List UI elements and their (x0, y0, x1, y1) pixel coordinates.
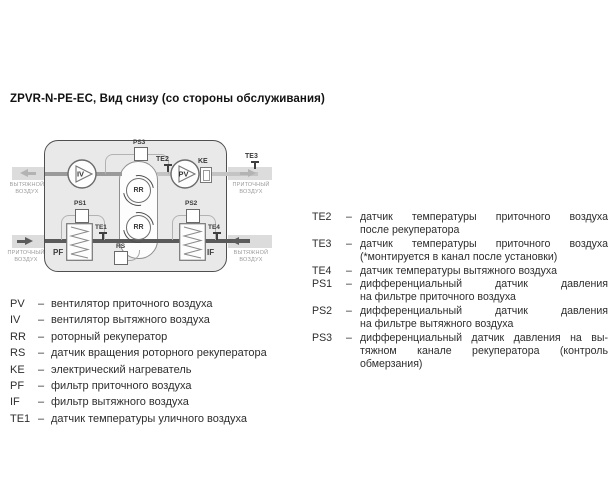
ps1-label: PS1 (74, 200, 87, 207)
legend-entry-ps3 (312, 332, 608, 372)
supply-outlet-duct-label: ПРИТОЧНЫЙ ВОЗДУХ (232, 182, 270, 195)
legend-abbr: PF (10, 380, 25, 393)
legend-abbr: TE4 (312, 264, 332, 277)
dash: – (38, 412, 45, 425)
legend-entry-te2 (312, 211, 608, 238)
if-label: IF (207, 248, 215, 257)
legend-abbr: PV (10, 298, 25, 310)
legend-entry-rs (10, 345, 310, 361)
legend-abbr: RS (10, 347, 26, 360)
pf-label: PF (53, 248, 64, 257)
dash: – (346, 331, 352, 344)
exhaust-out-arrow-icon (20, 169, 36, 178)
legend-text: фильтр приточного воздуха (51, 380, 192, 393)
dash: – (38, 347, 45, 360)
iv-label: IV (76, 169, 85, 179)
ke-heater-icon (200, 167, 212, 183)
dash: – (346, 264, 352, 277)
legend-entry-ps2 (312, 305, 608, 332)
ps2-label: PS2 (185, 200, 198, 207)
exhaust-inlet-duct-label: ВЫТЯЖНОЙ ВОЗДУХ (233, 250, 269, 263)
te1-label: TE1 (95, 224, 107, 231)
dash: – (38, 314, 45, 327)
ps2-pressure-sensor-icon (186, 209, 200, 223)
dash: – (346, 304, 352, 317)
dash: – (38, 380, 45, 393)
legend-text: датчик температуры приточного воздуха (*монтируется в канал после установки) (360, 237, 608, 264)
rs-label: RS (116, 243, 126, 250)
dash: – (38, 396, 45, 409)
iv-fan-icon (67, 159, 97, 189)
legend-abbr: PS2 (312, 304, 333, 317)
dash: – (346, 278, 352, 291)
if-filter-icon (179, 223, 206, 261)
legend-text: электрический нагреватель (51, 363, 192, 376)
legend-abbr: RR (10, 330, 26, 343)
legend-text: дифференциальный датчик давления на фильтре вытяжного воздуха (360, 304, 608, 331)
legend-text: датчик температуры приточного воздуха после рекуператора (360, 211, 608, 237)
legend-text: вентилятор приточного воздуха (51, 298, 213, 310)
legend-entry-rr (10, 329, 310, 345)
ke-label: KE (198, 158, 208, 165)
te1-temperature-sensor-icon (99, 232, 107, 240)
legend-text: дифференциальный датчик давления на вы- тяжном канале рекуператора (контроль обмерзания) (360, 331, 608, 371)
te2-temperature-sensor-icon (164, 164, 172, 172)
pv-label: PV (178, 169, 189, 179)
legend-text: фильтр вытяжного воздуха (51, 396, 189, 409)
legend-abbr: TE1 (10, 412, 31, 425)
legend-text: датчик вращения роторного рекуператора (51, 347, 267, 360)
supply-inlet-duct-label: ПРИТОЧНЫЙ ВОЗДУХ (7, 250, 45, 263)
dash: – (38, 298, 45, 310)
legend-text: вентилятор вытяжного воздуха (51, 314, 210, 327)
te4-label: TE4 (208, 224, 220, 231)
legend-entry-ps1 (312, 278, 608, 305)
dash: – (38, 363, 45, 376)
dash: – (38, 330, 45, 343)
legend-entry-ke (10, 362, 310, 378)
legend-abbr: IV (10, 314, 21, 327)
pf-filter-icon (66, 223, 93, 261)
exhaust-outlet-duct-label: ВЫТЯЖНОЙ ВОЗДУХ (9, 182, 45, 195)
legend-right (312, 211, 608, 372)
rotor-rr-top: RR (126, 178, 151, 203)
legend-abbr: KE (10, 363, 25, 376)
legend-abbr: IF (10, 396, 20, 409)
ps3-pressure-sensor-icon (134, 147, 148, 161)
legend-abbr: PS1 (312, 278, 333, 291)
legend-abbr: TE3 (312, 237, 332, 250)
te4-temperature-sensor-icon (213, 232, 221, 240)
ps1-pressure-sensor-icon (75, 209, 89, 223)
legend-text: дифференциальный датчик давления на фильтре приточного воздуха (360, 278, 608, 304)
te3-label: TE3 (245, 153, 258, 160)
legend-entry-te3 (312, 238, 608, 265)
supply-out-arrow-icon (240, 169, 256, 178)
legend-entry-pv (10, 296, 310, 312)
legend-entry-te4 (312, 265, 608, 278)
legend-left (10, 296, 310, 427)
legend-text: роторный рекуператор (51, 330, 168, 343)
page-title: ZPVR-N-PE-EC, Вид снизу (со стороны обслуживания) (10, 93, 325, 105)
exhaust-in-arrow-icon (231, 237, 247, 246)
te2-label: TE2 (156, 156, 169, 163)
pv-fan-icon (170, 159, 200, 189)
dash: – (346, 211, 352, 223)
legend-entry-if (10, 394, 310, 410)
te3-temperature-sensor-icon (251, 161, 259, 169)
legend-entry-iv (10, 312, 310, 328)
legend-text: датчик температуры вытяжного воздуха (360, 264, 557, 277)
legend-abbr: TE2 (312, 211, 332, 223)
rs-rotation-sensor-icon (114, 251, 128, 265)
dash: – (346, 237, 352, 250)
supply-in-arrow-icon (17, 237, 33, 246)
legend-entry-te1 (10, 411, 310, 427)
legend-text: датчик температуры уличного воздуха (51, 412, 247, 425)
ps3-label: PS3 (133, 139, 146, 146)
legend-abbr: PS3 (312, 331, 333, 344)
rotor-rr-bottom: RR (126, 215, 151, 240)
legend-entry-pf (10, 378, 310, 394)
